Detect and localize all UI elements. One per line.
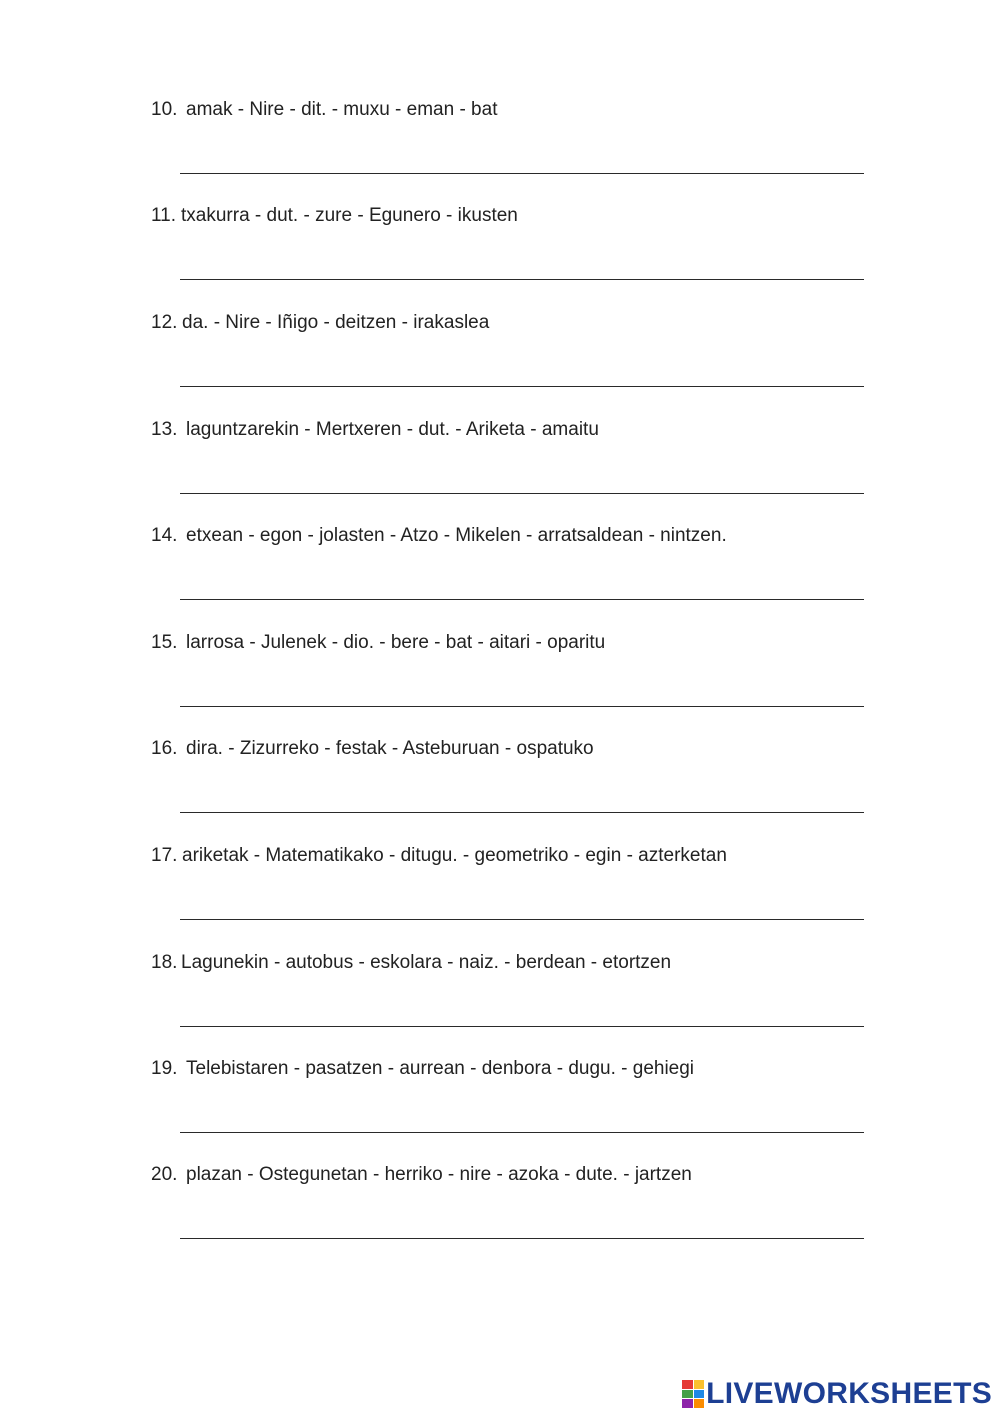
logo-icon-cell bbox=[694, 1390, 705, 1399]
exercise-scrambled-words: amak - Nire - dit. - muxu - eman - bat bbox=[186, 99, 498, 120]
logo-icon-cell bbox=[682, 1390, 693, 1399]
exercise-15 bbox=[0, 631, 1000, 731]
exercise-prompt bbox=[151, 1163, 692, 1187]
exercise-scrambled-words: plazan - Ostegunetan - herriko - nire - azoka - dute. - jartzen bbox=[186, 1164, 692, 1185]
exercise-11 bbox=[0, 204, 1000, 304]
logo-icon-cell bbox=[694, 1399, 705, 1408]
logo-icon-cell bbox=[682, 1399, 693, 1408]
exercise-prompt bbox=[151, 737, 594, 761]
answer-line[interactable] bbox=[180, 1026, 864, 1027]
exercise-number: 15. bbox=[151, 632, 178, 653]
answer-line[interactable] bbox=[180, 599, 864, 600]
exercise-prompt bbox=[151, 1057, 694, 1081]
exercise-number: 16. bbox=[151, 738, 178, 759]
exercise-number: 20. bbox=[151, 1164, 178, 1185]
exercise-number: 11. bbox=[151, 205, 177, 226]
answer-line[interactable] bbox=[180, 706, 864, 707]
exercise-scrambled-words: larrosa - Julenek - dio. - bere - bat - aitari - oparitu bbox=[186, 632, 606, 653]
exercise-number: 14. bbox=[151, 525, 178, 546]
answer-line[interactable] bbox=[180, 493, 864, 494]
exercise-number: 12. bbox=[151, 312, 178, 333]
exercise-scrambled-words: da. - Nire - Iñigo - deitzen - irakaslea bbox=[182, 312, 490, 333]
exercise-number: 10. bbox=[151, 99, 178, 120]
exercise-17 bbox=[0, 844, 1000, 944]
exercise-number: 18. bbox=[151, 952, 178, 973]
answer-line[interactable] bbox=[180, 386, 864, 387]
exercise-scrambled-words: Lagunekin - autobus - eskolara - naiz. - berdean - etortzen bbox=[181, 952, 672, 973]
exercise-prompt bbox=[151, 524, 727, 548]
exercise-scrambled-words: txakurra - dut. - zure - Egunero - ikusten bbox=[181, 205, 518, 226]
exercise-10 bbox=[0, 98, 1000, 198]
liveworksheets-logo-icon bbox=[682, 1380, 704, 1408]
answer-line[interactable] bbox=[180, 1238, 864, 1239]
exercise-scrambled-words: laguntzarekin - Mertxeren - dut. - Ariketa - amaitu bbox=[186, 419, 599, 440]
exercise-prompt bbox=[151, 844, 727, 868]
exercise-14 bbox=[0, 524, 1000, 624]
exercise-number: 17. bbox=[151, 845, 178, 866]
answer-line[interactable] bbox=[180, 173, 864, 174]
exercise-prompt bbox=[151, 204, 518, 228]
answer-line[interactable] bbox=[180, 919, 864, 920]
exercise-scrambled-words: ariketak - Matematikako - ditugu. - geometriko - egin - azterketan bbox=[182, 845, 727, 866]
exercise-prompt bbox=[151, 418, 599, 442]
liveworksheets-logo[interactable] bbox=[682, 1376, 992, 1412]
answer-line[interactable] bbox=[180, 279, 864, 280]
exercise-20 bbox=[0, 1163, 1000, 1263]
exercise-19 bbox=[0, 1057, 1000, 1157]
answer-line[interactable] bbox=[180, 1132, 864, 1133]
exercise-scrambled-words: Telebistaren - pasatzen - aurrean - denbora - dugu. - gehiegi bbox=[186, 1058, 695, 1079]
exercise-number: 13. bbox=[151, 419, 178, 440]
logo-brand-text: LIVEWORKSHEETS bbox=[706, 1377, 992, 1410]
answer-line[interactable] bbox=[180, 812, 864, 813]
exercise-12 bbox=[0, 311, 1000, 411]
exercise-16 bbox=[0, 737, 1000, 837]
exercise-13 bbox=[0, 418, 1000, 518]
logo-icon-cell bbox=[682, 1380, 693, 1389]
logo-icon-cell bbox=[694, 1380, 705, 1389]
exercise-scrambled-words: dira. - Zizurreko - festak - Asteburuan - ospatuko bbox=[186, 738, 594, 759]
exercise-prompt bbox=[151, 631, 605, 655]
exercise-prompt bbox=[151, 311, 489, 335]
exercise-prompt bbox=[151, 98, 497, 122]
exercise-scrambled-words: etxean - egon - jolasten - Atzo - Mikelen - arratsaldean - nintzen. bbox=[186, 525, 727, 546]
exercise-18 bbox=[0, 951, 1000, 1051]
exercise-number: 19. bbox=[151, 1058, 178, 1079]
exercise-prompt bbox=[151, 951, 671, 975]
